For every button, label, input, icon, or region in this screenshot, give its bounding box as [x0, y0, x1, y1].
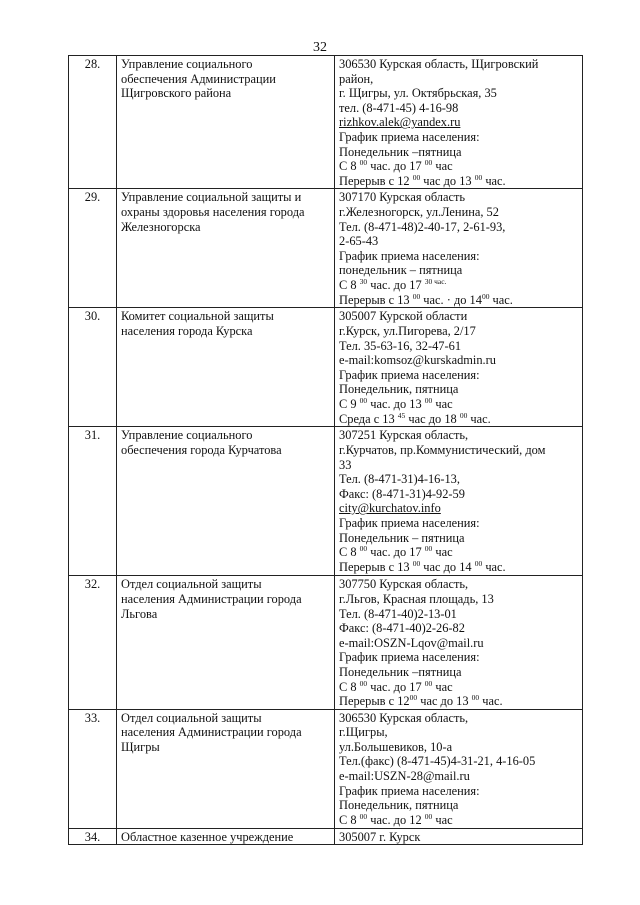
contact-text: час	[432, 679, 453, 694]
contact-text: С 8	[339, 159, 360, 174]
institutions-table	[68, 55, 583, 845]
contact-text: График приема населения:	[339, 650, 480, 665]
institution-name-line: обеспечения Администрации	[121, 71, 276, 86]
contact-text: Понедельник, пятница	[339, 382, 459, 397]
contact-line	[339, 798, 578, 813]
contact-line	[339, 813, 578, 828]
contact-line	[339, 577, 578, 592]
institution-name	[117, 56, 335, 189]
page-number: 32	[313, 40, 327, 55]
contact-details	[335, 56, 583, 189]
contact-line	[339, 545, 578, 560]
contact-text: час до 13	[420, 173, 475, 188]
contact-line	[339, 621, 578, 636]
table-row	[69, 576, 583, 709]
contact-text: Среда с 13	[339, 411, 398, 426]
contact-line	[339, 205, 578, 220]
institution-name-line: Отдел социальной защиты	[121, 710, 262, 725]
contact-text: Факс: (8-471-31)4-92-59	[339, 486, 465, 501]
institution-name-line: Управление социального	[121, 57, 253, 71]
contact-text: 307251 Курская область,	[339, 428, 469, 443]
institution-name-line: Железногорска	[121, 219, 201, 234]
contact-text: 305007 г. Курск	[339, 829, 421, 844]
contact-line	[339, 560, 578, 575]
contact-line	[339, 516, 578, 531]
contact-line	[339, 190, 578, 205]
contact-line	[339, 174, 578, 189]
contact-text: ул.Большевиков, 10-а	[339, 739, 453, 754]
contact-text: График приема населения:	[339, 248, 480, 263]
time-superscript: 00	[412, 558, 421, 568]
contact-text: час. до 17	[367, 277, 425, 292]
contact-text: График приема населения:	[339, 367, 480, 382]
time-superscript: 00	[459, 410, 468, 420]
contact-text: район,	[339, 71, 374, 86]
time-superscript: 00	[359, 544, 368, 554]
contact-text: Понедельник, пятница	[339, 798, 459, 813]
contact-text: час до 13	[417, 694, 472, 709]
row-number: 28.	[69, 56, 117, 189]
contact-line	[339, 159, 578, 174]
contact-text: час. до 17	[367, 679, 425, 694]
contact-text: 307170 Курская область	[339, 190, 466, 205]
contact-text: e-mail:OSZN-Lqov@mail.ru	[339, 635, 484, 650]
institution-name	[117, 189, 335, 308]
time-superscript: 00	[359, 395, 368, 405]
contact-line	[339, 650, 578, 665]
time-superscript: 00	[424, 395, 433, 405]
contact-text: час до 14	[420, 559, 475, 574]
contact-line	[339, 101, 578, 116]
institution-name	[117, 828, 335, 845]
institution-name-line: Областное казенное учреждение	[121, 829, 294, 844]
contact-text: e-mail:komsoz@kurskadmin.ru	[339, 353, 496, 368]
contact-text: тел. (8-471-45) 4-16-98	[339, 100, 459, 115]
contact-line	[339, 784, 578, 799]
contact-details	[335, 709, 583, 828]
contact-line	[339, 458, 578, 473]
time-superscript: 00	[359, 158, 368, 168]
contact-text: час	[432, 812, 453, 827]
time-superscript: 30 час.	[424, 276, 447, 286]
institution-name	[117, 427, 335, 576]
contact-text: С 8	[339, 812, 360, 827]
institution-name-line: охраны здоровья населения города	[121, 204, 305, 219]
contact-line	[339, 397, 578, 412]
contact-text: час.	[479, 694, 503, 709]
contact-line	[339, 607, 578, 622]
contact-text: Тел.(факс) (8-471-45)4-31-21, 4-16-05	[339, 754, 536, 769]
contact-text: час. до 17	[367, 159, 425, 174]
contact-text: час.	[482, 559, 506, 574]
time-superscript: 00	[474, 172, 483, 182]
contact-line	[339, 293, 578, 308]
institution-name	[117, 576, 335, 709]
institution-name-line: населения города Курска	[121, 323, 253, 338]
contact-text: г.Щигры,	[339, 725, 388, 740]
row-number: 34.	[69, 828, 117, 845]
time-superscript: 00	[412, 291, 421, 301]
contact-text: час до 18	[405, 411, 460, 426]
contact-line	[339, 382, 578, 397]
contact-line	[339, 636, 578, 651]
contact-text: Тел. (8-471-31)4-16-13,	[339, 472, 460, 487]
contact-line	[339, 754, 578, 769]
contact-line	[339, 428, 578, 443]
contact-line	[339, 769, 578, 784]
contact-text: Тел. (8-471-48)2-40-17, 2-61-93,	[339, 219, 506, 234]
contact-line	[339, 725, 578, 740]
time-superscript: 00	[481, 291, 490, 301]
contact-text: Перерыв с 13	[339, 292, 413, 307]
institution-name-line: Щигровского района	[121, 86, 232, 101]
contact-line	[339, 145, 578, 160]
contact-text: Перерыв с 13	[339, 559, 413, 574]
contact-line	[339, 711, 578, 726]
contact-text: С 8	[339, 679, 360, 694]
contact-text: Перерыв с 12	[339, 694, 410, 709]
contact-line	[339, 72, 578, 87]
contact-line	[339, 353, 578, 368]
institution-name-line: Отдел социальной защиты	[121, 577, 262, 592]
contact-text: e-mail:USZN-28@mail.ru	[339, 769, 470, 784]
row-number: 32.	[69, 576, 117, 709]
contact-details	[335, 427, 583, 576]
institution-name-line: населения Администрации города	[121, 725, 302, 740]
contact-details	[335, 308, 583, 427]
contact-line	[339, 487, 578, 502]
contact-text: 33	[339, 457, 352, 472]
row-number: 30.	[69, 308, 117, 427]
table-row	[69, 189, 583, 308]
email-link[interactable]: city@kurchatov.info	[339, 501, 441, 516]
time-superscript: 00	[424, 811, 433, 821]
contact-text: час.	[489, 292, 513, 307]
time-superscript: 00	[412, 172, 421, 182]
contact-text: График приема населения:	[339, 515, 480, 530]
contact-details	[335, 189, 583, 308]
time-superscript: 00	[359, 678, 368, 688]
contact-line	[339, 324, 578, 339]
contact-line	[339, 443, 578, 458]
contact-text: г.Курчатов, пр.Коммунистический, дом	[339, 442, 546, 457]
row-number: 33.	[69, 709, 117, 828]
time-superscript: 00	[359, 811, 368, 821]
contact-line	[339, 412, 578, 427]
contact-text: г.Железногорск, ул.Ленина, 52	[339, 204, 499, 219]
contact-line	[339, 339, 578, 354]
contact-text: 305007 Курской области	[339, 309, 468, 324]
contact-text: час. до 17	[367, 545, 425, 560]
contact-line	[339, 249, 578, 264]
contact-text: С 9	[339, 396, 360, 411]
time-superscript: 00	[424, 678, 433, 688]
contact-text: Тел. 35-63-16, 32-47-61	[339, 338, 462, 353]
table-row	[69, 56, 583, 189]
contact-line	[339, 680, 578, 695]
time-superscript: 00	[424, 158, 433, 168]
contact-line	[339, 665, 578, 680]
row-number: 31.	[69, 427, 117, 576]
time-superscript: 00	[409, 693, 418, 703]
contact-line	[339, 740, 578, 755]
contact-line	[339, 501, 578, 516]
contact-text: 2-65-43	[339, 234, 379, 249]
institution-name-line: Льгова	[121, 606, 158, 621]
table-row	[69, 709, 583, 828]
contact-details	[335, 576, 583, 709]
contact-text: С 8	[339, 277, 360, 292]
institution-name-line: населения Администрации города	[121, 591, 302, 606]
contact-text: час. · до 14	[420, 292, 482, 307]
table-row	[69, 828, 583, 845]
contact-line	[339, 694, 578, 709]
contact-line	[339, 263, 578, 278]
table-row	[69, 308, 583, 427]
institution-name	[117, 308, 335, 427]
row-number: 29.	[69, 189, 117, 308]
contact-line	[339, 368, 578, 383]
contact-line	[339, 86, 578, 101]
contact-text: час.	[482, 173, 506, 188]
institution-name	[117, 709, 335, 828]
contact-text: 306530 Курская область, Щигровский	[339, 57, 539, 71]
contact-line	[339, 115, 578, 130]
time-superscript: 00	[471, 693, 480, 703]
contact-text: час	[432, 159, 453, 174]
contact-text: час. до 12	[367, 812, 425, 827]
institution-name-line: Управление социальной защиты и	[121, 190, 302, 205]
contact-text: График приема населения:	[339, 129, 480, 144]
time-superscript: 45	[397, 410, 406, 420]
contact-text: г.Льгов, Красная площадь, 13	[339, 591, 494, 606]
time-superscript: 30	[359, 276, 368, 286]
contact-line	[339, 234, 578, 249]
contact-text: 306530 Курская область,	[339, 710, 469, 725]
contact-line	[339, 309, 578, 324]
table-row	[69, 427, 583, 576]
contact-line	[339, 130, 578, 145]
contact-line	[339, 278, 578, 293]
contact-text: понедельник – пятница	[339, 263, 463, 278]
table-body	[69, 56, 583, 845]
institution-name-line: Щигры	[121, 739, 160, 754]
contact-text: Перерыв с 12	[339, 173, 413, 188]
contact-text: час	[432, 396, 453, 411]
contact-text: час.	[467, 411, 491, 426]
contact-text: Понедельник – пятница	[339, 530, 465, 545]
institution-name-line: Управление социального	[121, 428, 253, 443]
institution-name-line: обеспечения города Курчатова	[121, 442, 282, 457]
contact-text: Тел. (8-471-40)2-13-01	[339, 606, 457, 621]
contact-text: час	[432, 545, 453, 560]
contact-text: г.Курск, ул.Пигорева, 2/17	[339, 323, 476, 338]
contact-line	[339, 57, 578, 72]
institution-name-line: Комитет социальной защиты	[121, 309, 274, 324]
contact-line	[339, 472, 578, 487]
contact-text: Факс: (8-471-40)2-26-82	[339, 621, 465, 636]
time-superscript: 00	[424, 544, 433, 554]
contact-line	[339, 220, 578, 235]
contact-line	[339, 830, 578, 845]
contact-text: Понедельник –пятница	[339, 664, 462, 679]
contact-text: час. до 13	[367, 396, 425, 411]
contact-text: г. Щигры, ул. Октябрьская, 35	[339, 86, 497, 101]
contact-line	[339, 531, 578, 546]
contact-text: С 8	[339, 545, 360, 560]
email-link[interactable]: rizhkov.alek@yandex.ru	[339, 115, 461, 130]
contact-text: 307750 Курская область,	[339, 577, 469, 592]
time-superscript: 00	[474, 558, 483, 568]
contact-line	[339, 592, 578, 607]
contact-text: График приема населения:	[339, 783, 480, 798]
contact-text: Понедельник –пятница	[339, 144, 462, 159]
contact-details	[335, 828, 583, 845]
